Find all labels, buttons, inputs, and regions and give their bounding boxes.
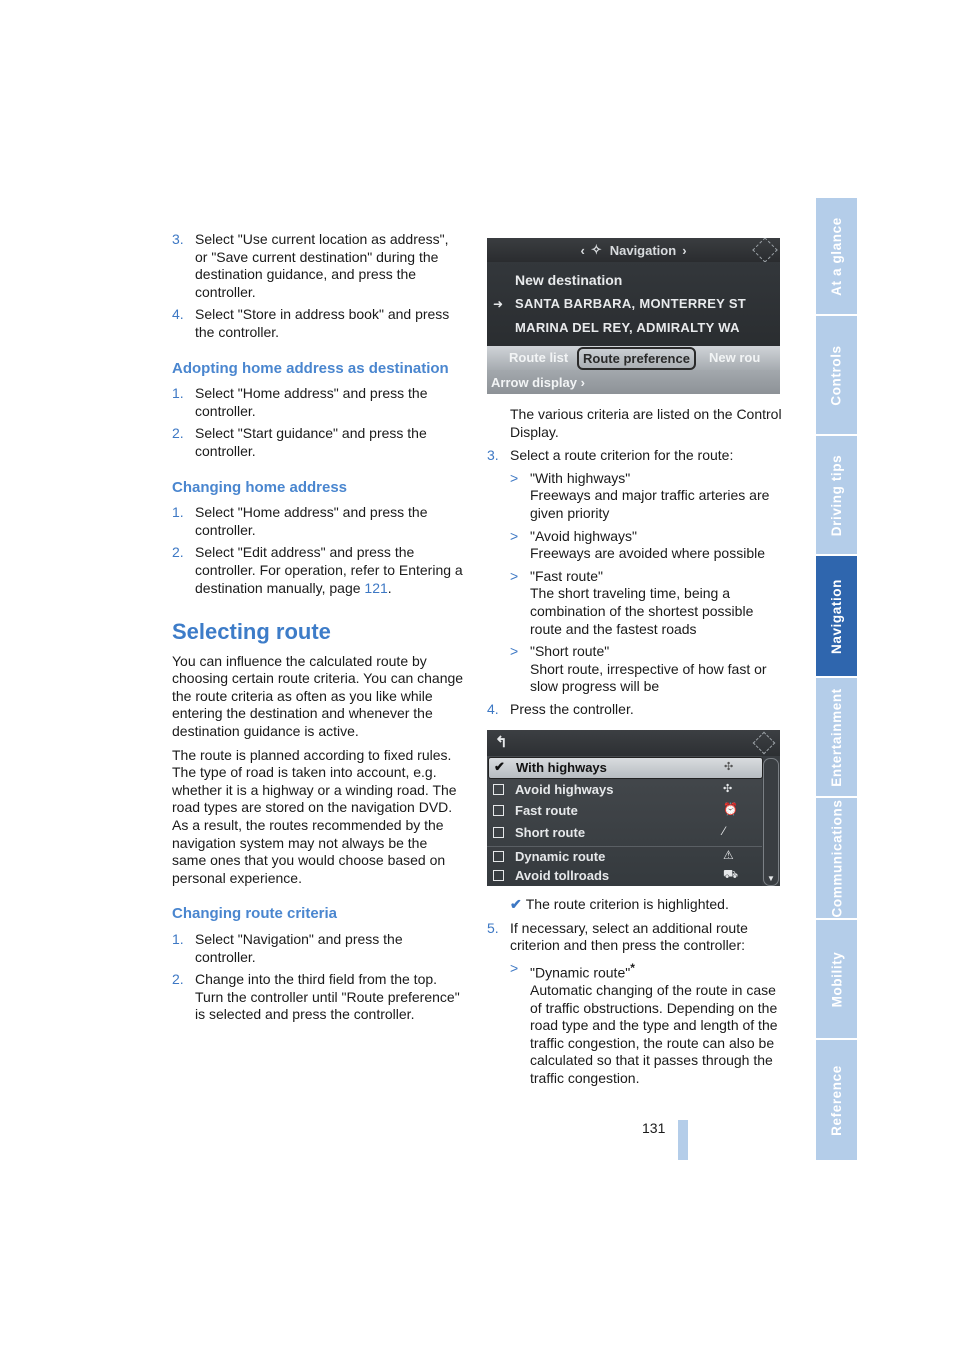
criteria-item-avoid-tollroads[interactable]: Avoid tollroads ⛟ <box>487 866 762 886</box>
satellite-icon: ✧ <box>590 242 602 257</box>
step-3-store: 3. Select "Use current location as address", or "Save current destination" during the destination guidance, and press the controller. <box>172 231 449 300</box>
nav-list <box>487 262 780 346</box>
highlight-note: ✔ The route criterion is highlighted. <box>510 896 729 912</box>
criteria-item-with-highways[interactable]: ✔ With highways ✣ <box>488 757 763 779</box>
step-4-store: 4. Select "Store in address book" and press the controller. <box>172 306 450 340</box>
nav-item-santa-barbara[interactable]: SANTA BARBARA, MONTERREY ST <box>515 296 747 311</box>
nav-title: Navigation <box>609 242 677 258</box>
heading-changing-home: Changing home address <box>172 478 348 496</box>
nav-title-bar: ‹ ✧ Navigation › <box>487 238 780 262</box>
nav-item-marina-del-rey[interactable]: MARINA DEL REY, ADMIRALTY WA <box>515 320 740 335</box>
scrollbar[interactable] <box>763 758 779 886</box>
chevron-down-icon: ▼ <box>767 874 775 883</box>
criterion-dynamic-route: > "Dynamic route"* Automatic changing of the route in case of traffic obstructions. Depending on the road type and the type and length of the traffic congestion, the route can also be calculated so that it passes through the traffic congestion. <box>510 959 778 1086</box>
checkbox-icon <box>493 870 504 881</box>
nav-bottom-row <box>487 370 780 394</box>
tab-communications[interactable]: Communications <box>816 798 857 920</box>
step-3-select-criterion: 3. Select a route criterion for the route: <box>487 447 734 464</box>
page-link-121[interactable]: 121 <box>364 579 388 596</box>
step-change-home-1: 1. Select "Home address" and press the controller. <box>172 504 428 538</box>
arrow-icon: ➜ <box>493 297 504 311</box>
step-criteria-2: 2. Change into the third field from the top. Turn the controller until "Route preference" is selected and press the controller. <box>172 971 460 1023</box>
step-5-additional: 5. If necessary, select an additional route criterion and then press the controller: <box>487 919 748 954</box>
criterion-short-route: > "Short route" Short route, irrespective of how fast or slow progress will be <box>510 643 767 695</box>
dynamic-route-option <box>487 960 782 1088</box>
back-icon[interactable]: ↰ <box>495 734 508 751</box>
checkbox-icon <box>493 805 504 816</box>
criteria-item-avoid-highways[interactable]: Avoid highways ✣ <box>487 780 762 800</box>
route-criteria-screenshot <box>487 730 780 886</box>
traffic-icon: ⚠ <box>723 848 734 862</box>
left-column <box>172 231 464 1029</box>
ruler-icon: ⁄ <box>723 824 726 838</box>
highway-icon: ✣ <box>724 761 734 773</box>
tab-driving-tips[interactable]: Driving tips <box>816 436 857 556</box>
criteria-list-panel <box>487 756 762 886</box>
step-4-press: 4. Press the controller. <box>487 700 634 717</box>
heading-adopting-home: Adopting home address as destination <box>172 359 449 377</box>
tab-route-list[interactable]: Route list <box>509 350 569 365</box>
clock-icon: ⏰ <box>723 802 738 816</box>
tab-new-route[interactable]: New rou <box>709 350 761 365</box>
step-adopt-2: 2. Select "Start guidance" and press the controller. <box>172 425 427 459</box>
tab-mobility[interactable]: Mobility <box>816 920 857 1040</box>
criteria-item-fast-route[interactable]: Fast route ⏰ <box>487 801 762 821</box>
tab-reference[interactable]: Reference <box>816 1040 857 1162</box>
step-change-home-2: 2. Select "Edit address" and press the controller. For operation, refer to Entering a destination manually, page 121. <box>172 544 463 596</box>
heading-selecting-route: Selecting route <box>172 619 331 645</box>
criteria-list <box>487 470 782 696</box>
right-column-top <box>487 406 782 724</box>
tab-entertainment[interactable]: Entertainment <box>816 678 857 798</box>
paragraph-influence: You can influence the calculated route by choosing certain route criteria. You can change the route criteria as often as you like while entering the destination and whenever the destination guidance is active. <box>172 652 464 740</box>
tab-navigation[interactable]: Navigation <box>816 556 857 678</box>
tab-controls[interactable]: Controls <box>816 316 857 436</box>
tab-route-preference[interactable]: Route preference <box>577 347 696 370</box>
tab-at-a-glance[interactable]: At a glance <box>816 198 857 316</box>
criteria-item-short-route[interactable]: Short route ⁄ <box>487 823 762 843</box>
navigation-menu-screenshot <box>487 238 780 394</box>
checkbox-icon <box>493 784 504 795</box>
right-column-bottom <box>487 896 782 1093</box>
checkbox-icon <box>493 851 504 862</box>
paragraph-criteria-listed: The various criteria are listed on the Control Display. <box>510 406 782 440</box>
nav-tab-bar <box>487 346 780 370</box>
checkmark-icon: ✔ <box>510 896 522 912</box>
page-number: 131 <box>642 1120 666 1136</box>
checkmark-icon: ✔ <box>494 759 505 774</box>
criterion-with-highways: > "With highways" Freeways and major traffic arteries are given priority <box>510 469 770 521</box>
nav-item-new-destination[interactable]: New destination <box>515 272 623 288</box>
paragraph-rules: The route is planned according to fixed rules. The type of road is taken into account, e.g. whether it is a highway or a winding road. The road types are stored on the navigation DVD. As a result, the routes recommended by the navigation system may not always be the same ones that you would choose based on personal experience. <box>172 746 457 886</box>
highway-icon: ✣ <box>723 783 733 795</box>
criterion-avoid-highways: > "Avoid highways" Freeways are avoided where possible <box>510 527 766 562</box>
step-criteria-1: 1. Select "Navigation" and press the controller. <box>172 931 403 965</box>
checkbox-icon <box>493 827 504 838</box>
settings-icon <box>753 732 776 755</box>
page-number-bar <box>678 1120 688 1160</box>
criteria-item-dynamic-route[interactable]: Dynamic route ⚠ <box>487 846 762 867</box>
criteria-title-bar <box>487 730 780 756</box>
tollbooth-icon: ⛟ <box>723 867 739 881</box>
criterion-fast-route: > "Fast route" The short traveling time, being a combination of the shortest possible route and the fastest roads <box>510 567 754 637</box>
step-adopt-1: 1. Select "Home address" and press the controller. <box>172 385 428 419</box>
arrow-display-item[interactable]: Arrow display › <box>491 375 585 390</box>
heading-changing-criteria: Changing route criteria <box>172 905 338 923</box>
